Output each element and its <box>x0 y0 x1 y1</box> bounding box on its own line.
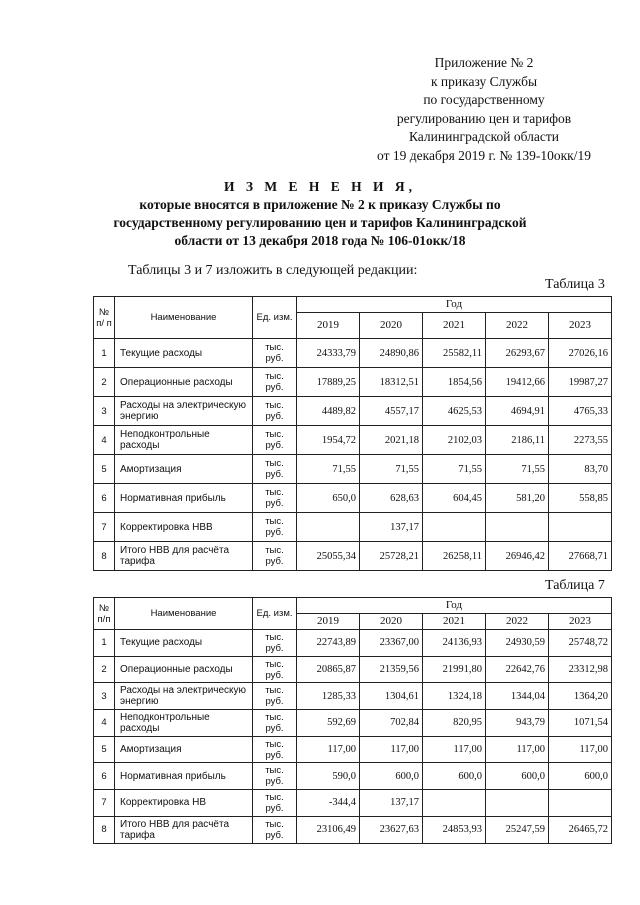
row-value: 23367,00 <box>360 630 423 657</box>
row-number: 2 <box>94 656 115 683</box>
row-number: 8 <box>94 816 115 843</box>
table-row <box>94 630 612 657</box>
row-name: Нормативная прибыль <box>115 484 253 513</box>
row-value: 2273,55 <box>549 426 612 455</box>
row-value: 26465,72 <box>549 816 612 843</box>
row-value: 1854,56 <box>423 368 486 397</box>
row-value: 943,79 <box>486 710 549 737</box>
table-row <box>94 513 612 542</box>
row-name: Текущие расходы <box>115 339 253 368</box>
row-unit: тыс. руб. <box>253 339 297 368</box>
title-line: которые вносятся в приложение № 2 к приказу Службы по <box>139 197 501 212</box>
row-value: 23106,49 <box>297 816 360 843</box>
header-year: 2023 <box>549 614 612 630</box>
row-number: 1 <box>94 339 115 368</box>
row-number: 8 <box>94 542 115 571</box>
title-line: области от 13 декабря 2018 года № 106-01окк/18 <box>174 233 466 248</box>
row-value: 600,0 <box>360 763 423 790</box>
table-row <box>94 542 612 571</box>
row-number: 7 <box>94 790 115 817</box>
table-row <box>94 790 612 817</box>
row-number: 4 <box>94 710 115 737</box>
row-unit: тыс. руб. <box>253 790 297 817</box>
row-value: 820,95 <box>423 710 486 737</box>
row-value: 4489,82 <box>297 397 360 426</box>
row-number: 2 <box>94 368 115 397</box>
row-value: 117,00 <box>549 736 612 763</box>
row-value: 117,00 <box>360 736 423 763</box>
row-value: 600,0 <box>423 763 486 790</box>
row-value: 19412,66 <box>486 368 549 397</box>
row-value <box>549 513 612 542</box>
row-unit: тыс. руб. <box>253 816 297 843</box>
table-7 <box>93 597 612 844</box>
row-name: Итого НВВ для расчёта тарифа <box>115 816 253 843</box>
header-year: 2021 <box>423 614 486 630</box>
row-value <box>423 790 486 817</box>
row-value: 26293,67 <box>486 339 549 368</box>
row-value: 604,45 <box>423 484 486 513</box>
table-row <box>94 763 612 790</box>
row-value: 702,84 <box>360 710 423 737</box>
header-name: Наименование <box>115 598 253 630</box>
header-year: 2020 <box>360 313 423 339</box>
row-value: 117,00 <box>423 736 486 763</box>
row-unit: тыс. руб. <box>253 455 297 484</box>
row-number: 4 <box>94 426 115 455</box>
row-name: Расходы на электрическую энергию <box>115 397 253 426</box>
row-unit: тыс. руб. <box>253 710 297 737</box>
row-value: 1344,04 <box>486 683 549 710</box>
row-number: 6 <box>94 484 115 513</box>
title-heading: И З М Е Н Е Н И Я, <box>223 179 416 194</box>
row-number: 3 <box>94 397 115 426</box>
row-value: 24333,79 <box>297 339 360 368</box>
row-value: 71,55 <box>486 455 549 484</box>
row-name: Корректировка НВВ <box>115 513 253 542</box>
row-value: 137,17 <box>360 513 423 542</box>
row-name: Неподконтрольные расходы <box>115 426 253 455</box>
row-value: 24136,93 <box>423 630 486 657</box>
header-num: № п/ п <box>94 297 115 339</box>
header-year: 2022 <box>486 313 549 339</box>
header-year: 2020 <box>360 614 423 630</box>
header-year: 2022 <box>486 614 549 630</box>
appendix-line: Приложение № 2 <box>434 55 534 70</box>
row-value <box>549 790 612 817</box>
row-value <box>486 513 549 542</box>
row-value: 1364,20 <box>549 683 612 710</box>
appendix-line: регулированию цен и тарифов <box>396 110 572 126</box>
row-value: 2021,18 <box>360 426 423 455</box>
row-value: 19987,27 <box>549 368 612 397</box>
row-value: 4557,17 <box>360 397 423 426</box>
row-value: 590,0 <box>297 763 360 790</box>
row-value: 18312,51 <box>360 368 423 397</box>
header-year: 2021 <box>423 313 486 339</box>
appendix-line: по государственному <box>423 92 545 107</box>
row-name: Амортизация <box>115 455 253 484</box>
row-value: 4765,33 <box>549 397 612 426</box>
row-value: 71,55 <box>360 455 423 484</box>
appendix-line: Калининградской области <box>408 129 560 144</box>
row-unit: тыс. руб. <box>253 484 297 513</box>
row-value: 2186,11 <box>486 426 549 455</box>
table-row <box>94 339 612 368</box>
row-value: 581,20 <box>486 484 549 513</box>
appendix-line: к приказу Службы <box>430 73 538 89</box>
table-row <box>94 816 612 843</box>
row-value: 1954,72 <box>297 426 360 455</box>
row-value: 117,00 <box>486 736 549 763</box>
table-row <box>94 484 612 513</box>
table-row <box>94 683 612 710</box>
table-row <box>94 368 612 397</box>
intro-paragraph: Таблицы 3 и 7 изложить в следующей редакции: <box>128 263 418 278</box>
row-unit: тыс. руб. <box>253 426 297 455</box>
title-line: государственному регулированию цен и тарифов Калининградской <box>113 215 527 230</box>
row-value: 600,0 <box>549 763 612 790</box>
header-unit: Ед. изм. <box>253 297 297 339</box>
row-value: 24890,86 <box>360 339 423 368</box>
row-number: 5 <box>94 455 115 484</box>
document-title <box>90 178 550 250</box>
row-value: 2102,03 <box>423 426 486 455</box>
appendix-reference <box>360 54 608 165</box>
row-value: 600,0 <box>486 763 549 790</box>
row-value: 628,63 <box>360 484 423 513</box>
row-value: 25055,34 <box>297 542 360 571</box>
table-row <box>94 710 612 737</box>
row-value: 27668,71 <box>549 542 612 571</box>
row-value: 83,70 <box>549 455 612 484</box>
header-num: № п/п <box>94 598 115 630</box>
row-number: 7 <box>94 513 115 542</box>
row-name: Текущие расходы <box>115 630 253 657</box>
header-name: Наименование <box>115 297 253 339</box>
row-number: 1 <box>94 630 115 657</box>
header-year: 2019 <box>297 313 360 339</box>
row-value: 71,55 <box>423 455 486 484</box>
row-value: 1304,61 <box>360 683 423 710</box>
row-value: 592,69 <box>297 710 360 737</box>
row-value: 25728,21 <box>360 542 423 571</box>
table-row <box>94 397 612 426</box>
table-row <box>94 455 612 484</box>
table-row <box>94 656 612 683</box>
row-value: 26258,11 <box>423 542 486 571</box>
row-unit: тыс. руб. <box>253 630 297 657</box>
row-value: 23312,98 <box>549 656 612 683</box>
row-value: 1324,18 <box>423 683 486 710</box>
row-unit: тыс. руб. <box>253 656 297 683</box>
row-value: 117,00 <box>297 736 360 763</box>
header-year-group: Год <box>297 297 612 313</box>
row-value: 4625,53 <box>423 397 486 426</box>
row-value: 22743,89 <box>297 630 360 657</box>
row-value: 22642,76 <box>486 656 549 683</box>
row-unit: тыс. руб. <box>253 397 297 426</box>
row-value <box>297 513 360 542</box>
row-value: 1071,54 <box>549 710 612 737</box>
row-value: 71,55 <box>297 455 360 484</box>
row-unit: тыс. руб. <box>253 763 297 790</box>
row-name: Расходы на электрическую энергию <box>115 683 253 710</box>
row-value: 24853,93 <box>423 816 486 843</box>
row-value: -344,4 <box>297 790 360 817</box>
row-value: 26946,42 <box>486 542 549 571</box>
table-row <box>94 426 612 455</box>
row-value: 137,17 <box>360 790 423 817</box>
row-number: 5 <box>94 736 115 763</box>
appendix-line: от 19 декабря 2019 г. № 139-10окк/19 <box>377 147 591 163</box>
table-7-caption: Таблица 7 <box>545 578 605 593</box>
row-value: 4694,91 <box>486 397 549 426</box>
row-value: 20865,87 <box>297 656 360 683</box>
header-year: 2023 <box>549 313 612 339</box>
row-value: 27026,16 <box>549 339 612 368</box>
table-row <box>94 736 612 763</box>
row-value: 25748,72 <box>549 630 612 657</box>
row-name: Корректировка НВ <box>115 790 253 817</box>
row-name: Неподконтрольные расходы <box>115 710 253 737</box>
row-name: Амортизация <box>115 736 253 763</box>
header-unit: Ед. изм. <box>253 598 297 630</box>
row-value: 21991,80 <box>423 656 486 683</box>
row-value <box>486 790 549 817</box>
row-value: 558,85 <box>549 484 612 513</box>
row-unit: тыс. руб. <box>253 736 297 763</box>
row-number: 3 <box>94 683 115 710</box>
row-value: 1285,33 <box>297 683 360 710</box>
row-unit: тыс. руб. <box>253 683 297 710</box>
row-value: 17889,25 <box>297 368 360 397</box>
row-value: 650,0 <box>297 484 360 513</box>
row-unit: тыс. руб. <box>253 542 297 571</box>
header-year: 2019 <box>297 614 360 630</box>
row-value: 23627,63 <box>360 816 423 843</box>
table-3-caption: Таблица 3 <box>545 277 605 292</box>
row-value: 21359,56 <box>360 656 423 683</box>
row-name: Операционные расходы <box>115 368 253 397</box>
row-value: 25582,11 <box>423 339 486 368</box>
row-unit: тыс. руб. <box>253 368 297 397</box>
table-3 <box>93 296 612 571</box>
row-name: Нормативная прибыль <box>115 763 253 790</box>
row-value <box>423 513 486 542</box>
row-value: 24930,59 <box>486 630 549 657</box>
row-number: 6 <box>94 763 115 790</box>
row-name: Итого НВВ для расчёта тарифа <box>115 542 253 571</box>
header-year-group: Год <box>297 598 612 614</box>
row-name: Операционные расходы <box>115 656 253 683</box>
row-value: 25247,59 <box>486 816 549 843</box>
row-unit: тыс. руб. <box>253 513 297 542</box>
